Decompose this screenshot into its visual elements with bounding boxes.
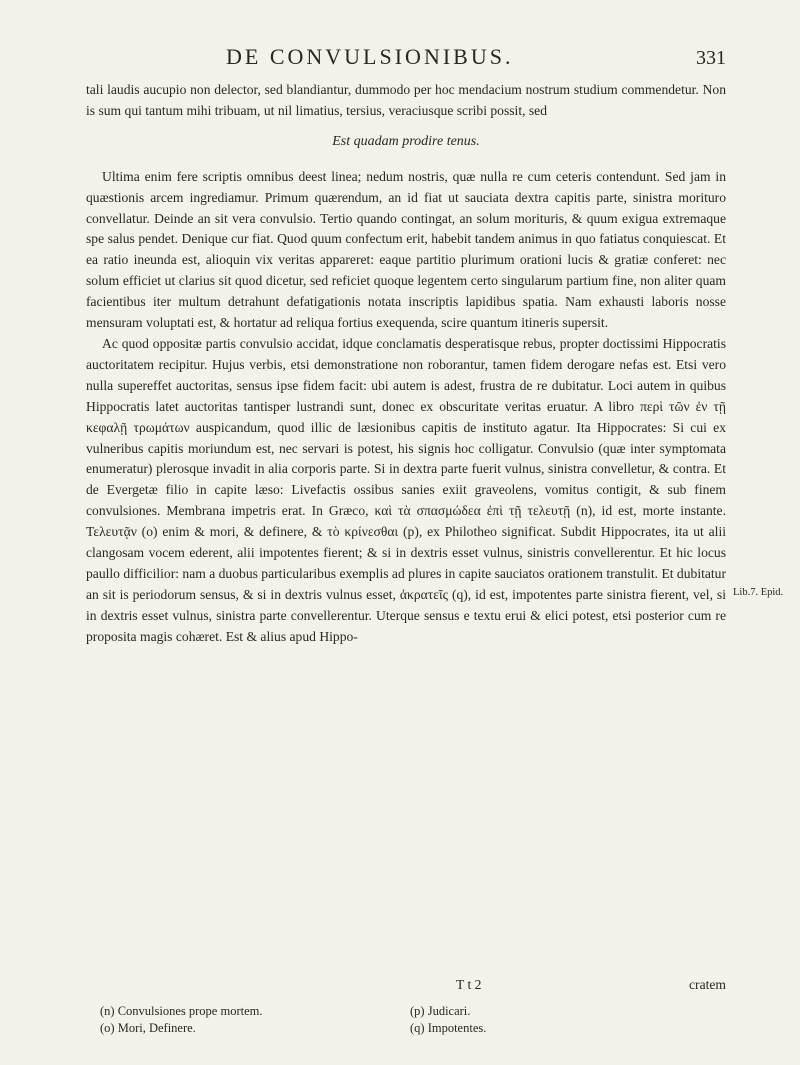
footnote-o: (o) Mori, Definere. — [100, 1021, 196, 1035]
paragraph-2: Ultima enim fere scriptis omnibus deest linea; nedum nostris, quæ nulla re cum ceteris contendunt. Sed jam in quæstionis arcem ingrediamur. Primum quærendum, an id fiat ut sauciata dextra capitis parte, sinistra morituro convellatur. Deinde an sit vera convulsio. Tertio quando contingat, an solum morituris, & quum exigua extremaque spe salus pendet. Denique cur fiat. Quod quum confectum erit, habebit tandem animus in quo fatiatus conquiescat. Et ea ratio ineunda est, alioquin vix veritas appareret: eaque partitio plurimum orationi lucis & gratiæ conferet: nec solum efficiet ut clarius sit quod dicetur, sed reficiet quoque legentem certo singularum partium fine, non aliter quam facientibus iter multum detrahunt defatigationis notata inscriptis lapidibus spatia. Nam exhausti laboris nosse mensuram voluptati est, & hortatur ad reliqua fortius exequenda, scire quantum itineris supersit. — [86, 168, 726, 331]
footnote-p: (p) Judicari. — [410, 1004, 471, 1018]
paragraph-1: tali laudis aucupio non delector, sed blandiantur, dummodo per hoc mendacium nostrum studium commendetur. Non is sum qui tantum mihi tribuam, ut nil limatius, tersius, veraciusque scribi possit, sed — [86, 82, 726, 118]
running-title: DE CONVULSIONIBUS. — [226, 44, 514, 69]
footnote-row — [100, 1020, 660, 1037]
paragraph-3: Ac quod oppositæ partis convulsio accidat, idque conclamatis desperatisque rebus, propter doctissimi Hippocratis auctoritatem recipitur. Hujus verbis, etsi demonstratione non roborantur, tamen fidem derogare nefas est. Etsi vero nulla supereffet auctoritas, sensus ipse fidem facit: ubi autem is adest, frustra de re dubitatur. Loci autem in quibus Hippocratis latet auctoritas tantisper lustrandi sunt, donec ex obscuritate veritas eruatur. A libro περὶ τῶν ἐν τῇ κεφαλῇ τρωμάτων auspicandum, quod illic de læsionibus capitis de instituto agatur. Ita Hippocrates: Si cui ex vulneribus capitis moriundum est, nec servari is potest, his signis hoc colligatur. Convulsio (quæ inter symptomata enumeratur) plerosque invadit in alia corporis parte. Si in dextra parte fuerit vulnus, sinistra convelletur, & contra. Et de Evergetæ filio in capite læso: Livefactis ossibus sanies exiit graveolens, vomitus contigit, & sub finem convulsiones. Membrana impetris erat. In Græco, καὶ τὰ σπασμώδεα ἐπὶ τῇ τελευτῇ (n), id est, morte instante. Τελευτᾷν (o) enim & mori, & definere, & τὸ κρίνεσθαι (p), ex Philotheo significat. Subdit Hippocrates, ita ut alii clangosam vocem ederent, alii impotentes fierent; & si in dextris esset vulnus, sinistris convellerentur. Et hic locus paullo difficilior: nam a duobus particularibus exemplis ad plures in capite sauciatos orationem transtulit. Et dubitatur an sit is periodorum sensus, & si in dextris vulnus esset, ἀκρατεῖς (q), id est, impotentes parte sinistra fierent, vel, si in dextris esset vulnus, sinistra parte convellerentur. Uterque sensus e textu erui & elici potest, etsi posterior cum re proposita magis cohæret. Est & alius apud Hippo- — [86, 335, 727, 644]
margin-note: Lib.7. Epid. — [733, 587, 784, 598]
signature-mark: T t 2 — [456, 977, 482, 992]
catchword: cratem — [689, 977, 726, 992]
footnote-n: (n) Convulsiones prope mortem. — [100, 1004, 263, 1018]
footnote-q: (q) Impotentes. — [410, 1021, 487, 1035]
footnote-row — [100, 1003, 660, 1020]
main-text — [86, 80, 726, 648]
footnotes — [100, 1003, 660, 1037]
running-header — [96, 44, 726, 70]
page-number: 331 — [696, 47, 726, 69]
section-heading: Est quadam prodire tenus. — [332, 133, 480, 149]
